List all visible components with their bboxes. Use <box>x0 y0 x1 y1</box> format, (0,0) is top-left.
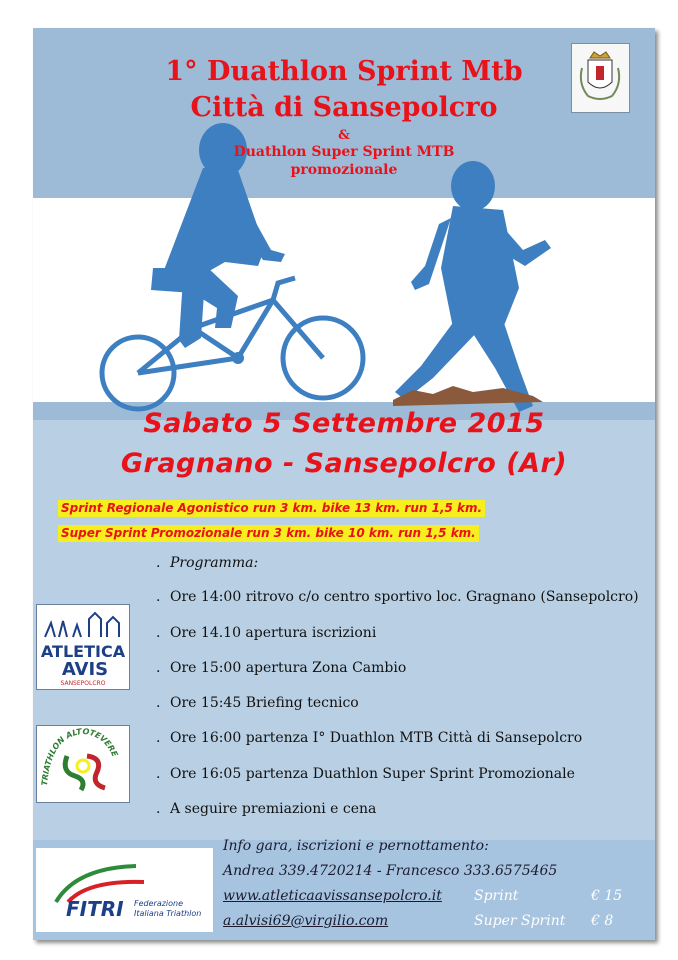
svg-text:Italiana Triathlon: Italiana Triathlon <box>134 909 202 918</box>
runner-silhouette <box>395 161 551 412</box>
race-super-sprint: Super Sprint Promozionale run 3 km. bike 10 km. run 1,5 km. <box>58 525 479 542</box>
poster <box>33 28 655 940</box>
info-heading: Info gara, iscrizioni e pernottamento: <box>223 838 489 854</box>
contact-phones: Andrea 339.4720214 - Francesco 333.6575465 <box>223 863 558 879</box>
title-line-1: 1° Duathlon Sprint Mtb <box>165 56 523 87</box>
program-item: . Ore 14.10 apertura iscrizioni <box>156 625 377 641</box>
fee-price: € 8 <box>591 913 614 929</box>
fee-price: € 15 <box>591 888 623 904</box>
fitri-logo <box>36 848 213 932</box>
program-heading: . Programma: <box>156 555 259 571</box>
race-sprint: Sprint Regionale Agonistico run 3 km. bike 13 km. run 1,5 km. <box>58 500 485 517</box>
ampersand: & <box>338 128 350 143</box>
program-item: . Ore 16:05 partenza Duathlon Super Sprint Promozionale <box>156 766 575 782</box>
email-link[interactable]: a.alvisi69@virgilio.com <box>223 913 389 929</box>
event-date: Sabato 5 Settembre 2015 <box>143 408 545 439</box>
svg-text:ATLETICA: ATLETICA <box>40 642 126 661</box>
title-line-2: Città di Sansepolcro <box>190 92 498 123</box>
crest-icon <box>571 43 630 113</box>
svg-text:TRIATHLON ALTOTEVERE: TRIATHLON ALTOTEVERE <box>40 726 120 787</box>
avis-logo <box>36 604 130 690</box>
footer <box>33 840 655 940</box>
event-place: Gragnano - Sansepolcro (Ar) <box>120 448 568 479</box>
website-link[interactable]: www.atleticaavissansepolcro.it <box>223 888 442 904</box>
program-item: . Ore 15:45 Briefing tecnico <box>156 695 359 711</box>
fee-label: Super Sprint <box>474 913 566 929</box>
program-item: . A seguire premiazioni e cena <box>156 801 377 817</box>
svg-text:Federazione: Federazione <box>134 899 184 908</box>
triathlon-logo <box>36 725 130 803</box>
svg-text:SANSEPOLCRO: SANSEPOLCRO <box>60 680 106 687</box>
program-item: . Ore 15:00 apertura Zona Cambio <box>156 660 407 676</box>
program-item: . Ore 14:00 ritrovo c/o centro sportivo loc. Gragnano (Sansepolcro) <box>156 589 639 605</box>
svg-text:FITRI: FITRI <box>66 897 124 921</box>
subtitle-line-2: promozionale <box>290 162 398 178</box>
svg-text:AVIS: AVIS <box>61 659 109 680</box>
fee-label: Sprint <box>474 888 519 904</box>
program-item: . Ore 16:00 partenza I° Duathlon MTB Città di Sansepolcro <box>156 730 583 746</box>
subtitle-line-1: Duathlon Super Sprint MTB <box>233 144 455 160</box>
